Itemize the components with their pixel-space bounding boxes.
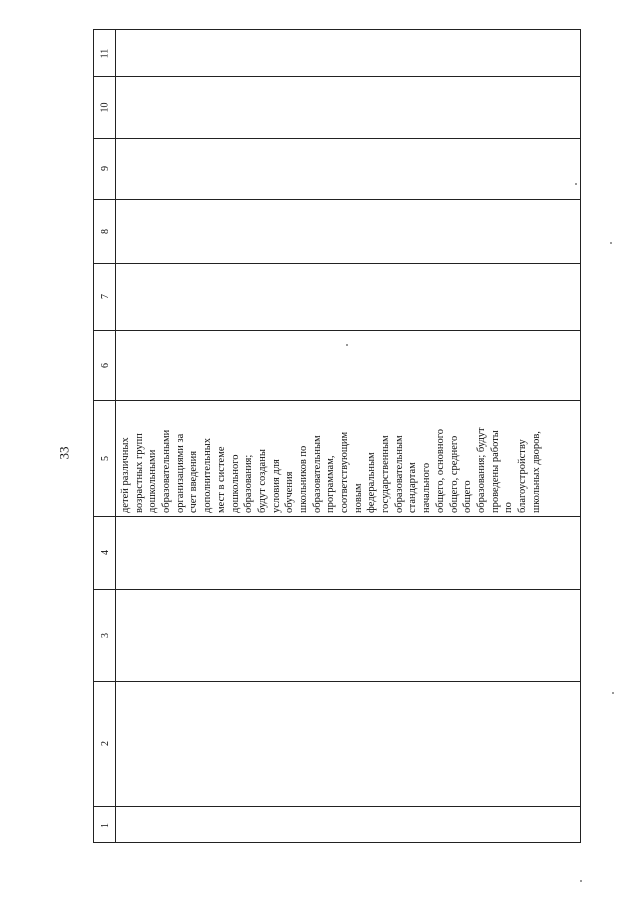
column-number-cell-4 bbox=[94, 516, 116, 589]
column-5-text-line: образовательным bbox=[311, 435, 323, 513]
column-5-text-line: возрастных групп bbox=[133, 433, 145, 513]
page-number bbox=[54, 438, 74, 468]
scan-speck bbox=[610, 242, 612, 244]
column-5-text-line: дошкольными bbox=[147, 449, 159, 513]
column-number-9: 9 bbox=[99, 166, 111, 171]
scan-speck bbox=[346, 344, 348, 346]
column-5-text-line: организациями за bbox=[174, 433, 186, 513]
column-5-text-line: детей различных bbox=[120, 437, 131, 513]
column-5-text-line: новым bbox=[352, 483, 364, 513]
column-number-header-row bbox=[94, 30, 116, 842]
column-5-text-line: федеральным bbox=[366, 452, 378, 513]
column-number-8: 8 bbox=[99, 228, 111, 234]
column-5-text-line: благоустройству bbox=[516, 439, 528, 513]
column-number-10: 10 bbox=[99, 102, 111, 112]
column-5-text-line: образования; bbox=[243, 454, 255, 513]
column-5-text-line: программам, bbox=[325, 455, 337, 513]
column-number-6: 6 bbox=[99, 362, 111, 368]
column-5-text-line: обучения bbox=[284, 471, 296, 513]
column-number-cell-5 bbox=[94, 400, 116, 516]
column-5-text-line: по bbox=[503, 502, 515, 513]
column-number-cell-8 bbox=[94, 199, 116, 263]
column-number-cell-1 bbox=[94, 806, 116, 844]
column-number-11: 11 bbox=[99, 48, 111, 58]
scan-speck bbox=[575, 183, 577, 185]
column-number-cell-2 bbox=[94, 681, 116, 806]
column-number-2: 2 bbox=[99, 741, 111, 746]
table-body-row bbox=[116, 30, 582, 842]
column-number-3: 3 bbox=[99, 632, 111, 638]
column-5-text-line: общего bbox=[462, 480, 474, 513]
column-5-text-line: дополнительных bbox=[202, 437, 214, 513]
column-number-cell-9 bbox=[94, 138, 116, 199]
column-5-text-line: школьников по bbox=[297, 445, 309, 513]
column-number-cell-3 bbox=[94, 589, 116, 681]
column-5-text-line: счет введения bbox=[188, 450, 200, 513]
column-5-text-line: общего, основного bbox=[434, 428, 446, 513]
column-5-text-line: образовательным bbox=[393, 435, 405, 513]
page-number-text: 33 bbox=[56, 446, 71, 460]
column-number-4: 4 bbox=[99, 550, 111, 555]
column-5-text-line: будут созданы bbox=[256, 449, 268, 513]
column-5-text-line: условия для bbox=[270, 459, 282, 513]
column-number-cell-10 bbox=[94, 76, 116, 138]
column-number-cell-7 bbox=[94, 263, 116, 330]
column-5-text-line: образовательными bbox=[161, 429, 173, 513]
column-5-text-line: мест в системе bbox=[215, 446, 227, 513]
column-5-text-line: дошкольного bbox=[229, 454, 241, 513]
column-5-text-line: стандартам bbox=[407, 462, 419, 513]
column-5-text bbox=[119, 400, 543, 513]
column-5-text-line: проведены работы bbox=[489, 430, 501, 513]
column-number-cell-6 bbox=[94, 330, 116, 400]
scan-speck bbox=[612, 692, 614, 694]
column-number-5: 5 bbox=[99, 455, 111, 461]
column-5-text-line: соответствующим bbox=[339, 431, 350, 513]
column-number-7: 7 bbox=[99, 294, 111, 299]
column-5-text-line: образования; будут bbox=[475, 427, 487, 513]
column-5-text-line: общего, среднего bbox=[448, 435, 460, 513]
column-5-cell bbox=[116, 400, 582, 516]
column-5-text-line: государственным bbox=[380, 435, 392, 513]
scan-speck bbox=[580, 880, 582, 882]
column-number-1: 1 bbox=[99, 822, 111, 828]
column-5-text-line: школьных дворов, bbox=[530, 431, 542, 513]
data-table bbox=[93, 29, 581, 843]
column-5-text-line: начального bbox=[421, 462, 433, 513]
column-number-cell-11 bbox=[94, 30, 116, 76]
